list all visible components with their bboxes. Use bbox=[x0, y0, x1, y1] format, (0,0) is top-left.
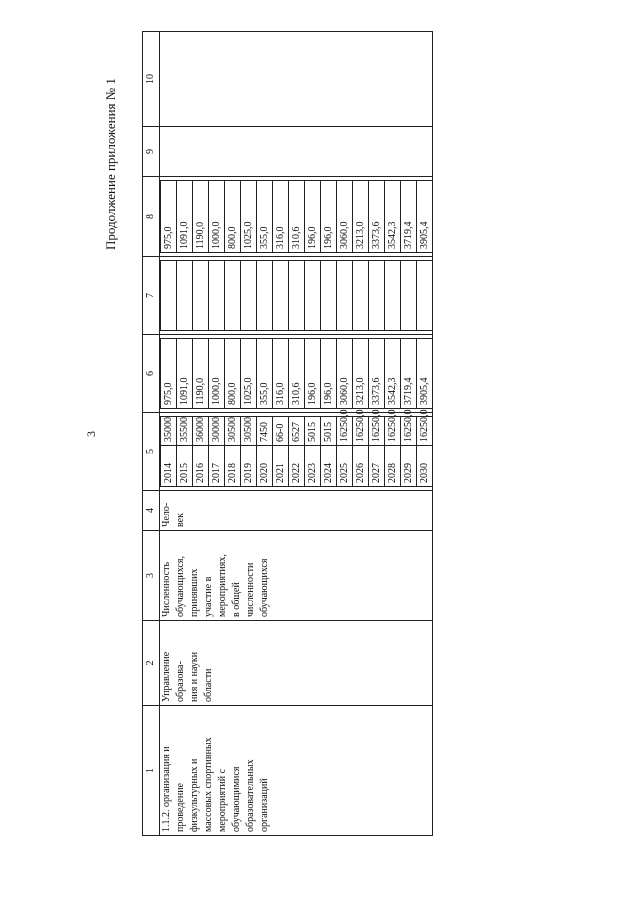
year-value: 2016 bbox=[193, 446, 209, 487]
activity-name-cell bbox=[160, 706, 433, 836]
indicator-value: 16250,0 bbox=[369, 417, 385, 446]
col8-value: 1000,0 bbox=[209, 181, 225, 253]
indicator-value: 66-0 bbox=[273, 417, 289, 446]
table-row bbox=[321, 417, 337, 487]
indicator-cell-line: Численность bbox=[161, 561, 172, 617]
col6-value: 3905,4 bbox=[417, 339, 433, 409]
table-row bbox=[353, 181, 369, 253]
table-row bbox=[160, 32, 433, 836]
empty-value bbox=[289, 261, 305, 331]
table-row bbox=[353, 339, 369, 409]
table-row bbox=[417, 339, 433, 409]
indicator-value: 30500 bbox=[225, 417, 241, 446]
table-row bbox=[385, 417, 401, 487]
table-row bbox=[193, 339, 209, 409]
activity-name-cell-line: образовательных bbox=[245, 759, 256, 832]
year-value: 2017 bbox=[209, 446, 225, 487]
empty-value bbox=[385, 261, 401, 331]
col8-value: 196,0 bbox=[321, 181, 337, 253]
table-row bbox=[321, 181, 337, 253]
table-row bbox=[305, 181, 321, 253]
table-row bbox=[241, 339, 257, 409]
funding-total-cell-list bbox=[160, 338, 432, 409]
empty-value bbox=[401, 261, 417, 331]
table-row bbox=[225, 261, 241, 331]
col6-value: 1025,0 bbox=[241, 339, 257, 409]
col6-value: 800,0 bbox=[225, 339, 241, 409]
col8-value: 316,0 bbox=[273, 181, 289, 253]
indicator-value: 16250,0 bbox=[385, 417, 401, 446]
table-row bbox=[305, 417, 321, 487]
year-value: 2022 bbox=[289, 446, 305, 487]
year-value: 2028 bbox=[385, 446, 401, 487]
indicator-cell-line: обучающихся, bbox=[175, 556, 186, 617]
col8-value: 3905,4 bbox=[417, 181, 433, 253]
table-row bbox=[289, 261, 305, 331]
appendix-caption: Продолжение приложения № 1 bbox=[103, 78, 118, 250]
program-table bbox=[142, 31, 433, 836]
col6-value: 355,0 bbox=[257, 339, 273, 409]
table-row bbox=[369, 261, 385, 331]
program-table-wrapper bbox=[142, 32, 577, 836]
col6-value: 3719,4 bbox=[401, 339, 417, 409]
table-row bbox=[337, 339, 353, 409]
empty-value bbox=[225, 261, 241, 331]
table-row bbox=[177, 181, 193, 253]
column-number-row bbox=[143, 32, 160, 836]
executor-cell-line: образова- bbox=[175, 661, 186, 702]
indicator-value: 6527 bbox=[289, 417, 305, 446]
empty-value bbox=[241, 261, 257, 331]
year-value: 2030 bbox=[417, 446, 433, 487]
executor-cell bbox=[160, 621, 433, 706]
indicator-value: 16250,0 bbox=[401, 417, 417, 446]
indicator-cell-line: обучающихся bbox=[259, 558, 270, 617]
table-row bbox=[353, 261, 369, 331]
col8-value: 3719,4 bbox=[401, 181, 417, 253]
indicator-value: 35000 bbox=[161, 417, 177, 446]
table-row bbox=[161, 417, 177, 487]
table-row bbox=[225, 181, 241, 253]
year-value: 2029 bbox=[401, 446, 417, 487]
col8-value: 800,0 bbox=[225, 181, 241, 253]
table-row bbox=[369, 417, 385, 487]
indicator-cell-line: участие в bbox=[203, 576, 214, 617]
unit-cell-line: Чело- bbox=[161, 502, 172, 527]
indicator-value: 16250,0 bbox=[417, 417, 433, 446]
column-10-cell bbox=[160, 32, 433, 127]
funding-regional-cell-list bbox=[160, 180, 432, 253]
col8-value: 3542,3 bbox=[385, 181, 401, 253]
table-row bbox=[193, 417, 209, 487]
table-row bbox=[225, 339, 241, 409]
page-number: 3 bbox=[84, 431, 98, 437]
indicator-value: 30500 bbox=[241, 417, 257, 446]
col8-value: 1190,0 bbox=[193, 181, 209, 253]
empty-value bbox=[353, 261, 369, 331]
table-row bbox=[161, 181, 177, 253]
table-row bbox=[209, 261, 225, 331]
table-row bbox=[289, 339, 305, 409]
table-row bbox=[401, 417, 417, 487]
table-row bbox=[417, 181, 433, 253]
col6-value: 1000,0 bbox=[209, 339, 225, 409]
table-row bbox=[337, 261, 353, 331]
table-row bbox=[417, 417, 433, 487]
col8-value: 3373,6 bbox=[369, 181, 385, 253]
table-row bbox=[321, 339, 337, 409]
table-row bbox=[305, 261, 321, 331]
table-row bbox=[273, 339, 289, 409]
empty-value bbox=[417, 261, 433, 331]
empty-value bbox=[177, 261, 193, 331]
year-value: 2019 bbox=[241, 446, 257, 487]
col8-value: 975,0 bbox=[161, 181, 177, 253]
column-7-cell bbox=[160, 257, 433, 335]
column-7-cell-list bbox=[160, 260, 432, 331]
col8-value: 3213,0 bbox=[353, 181, 369, 253]
col8-value: 1025,0 bbox=[241, 181, 257, 253]
empty-value bbox=[257, 261, 273, 331]
col8-value: 1091,0 bbox=[177, 181, 193, 253]
year-value: 2020 bbox=[257, 446, 273, 487]
table-row bbox=[177, 339, 193, 409]
table-row bbox=[241, 417, 257, 487]
column-number-9: 9 bbox=[143, 127, 160, 177]
table-row bbox=[337, 417, 353, 487]
empty-value bbox=[273, 261, 289, 331]
col8-value: 3060,0 bbox=[337, 181, 353, 253]
col6-value: 196,0 bbox=[305, 339, 321, 409]
table-row bbox=[273, 261, 289, 331]
activity-name-cell-line: мероприятий с bbox=[217, 768, 228, 832]
column-number-7: 7 bbox=[143, 257, 160, 335]
year-value: 2014 bbox=[161, 446, 177, 487]
indicator-cell-line: мероприятиях, bbox=[217, 554, 228, 617]
table-row bbox=[225, 417, 241, 487]
table-row bbox=[241, 181, 257, 253]
activity-name-cell-line: 1.1.2. организация и bbox=[161, 746, 172, 832]
indicator-value: 16250,0 bbox=[353, 417, 369, 446]
col6-value: 3060,0 bbox=[337, 339, 353, 409]
year-indicator-cell bbox=[160, 409, 433, 491]
column-number-5: 5 bbox=[143, 413, 160, 491]
col6-value: 310,6 bbox=[289, 339, 305, 409]
indicator-value: 35500 bbox=[177, 417, 193, 446]
col6-value: 1190,0 bbox=[193, 339, 209, 409]
year-value: 2015 bbox=[177, 446, 193, 487]
year-indicator-cell-list bbox=[160, 409, 432, 487]
year-value: 2023 bbox=[305, 446, 321, 487]
table-row bbox=[401, 261, 417, 331]
table-row bbox=[417, 261, 433, 331]
funding-total-cell bbox=[160, 335, 433, 413]
column-number-6: 6 bbox=[143, 335, 160, 413]
indicator-value: 36000 bbox=[193, 417, 209, 446]
table-row bbox=[193, 261, 209, 331]
indicator-cell-line: в общей bbox=[231, 582, 242, 617]
empty-value bbox=[321, 261, 337, 331]
indicator-value: 5015 bbox=[305, 417, 321, 446]
year-value: 2027 bbox=[369, 446, 385, 487]
table-row bbox=[369, 339, 385, 409]
column-number-2: 2 bbox=[143, 621, 160, 706]
col6-value: 196,0 bbox=[321, 339, 337, 409]
col6-value: 3373,6 bbox=[369, 339, 385, 409]
column-number-10: 10 bbox=[143, 32, 160, 127]
executor-cell-line: ния и науки bbox=[189, 651, 200, 702]
table-row bbox=[161, 261, 177, 331]
indicator-value: 30000 bbox=[209, 417, 225, 446]
table-row bbox=[385, 181, 401, 253]
col8-value: 196,0 bbox=[305, 181, 321, 253]
empty-value bbox=[193, 261, 209, 331]
year-value: 2021 bbox=[273, 446, 289, 487]
table-row bbox=[337, 181, 353, 253]
column-number-4: 4 bbox=[143, 491, 160, 531]
table-row bbox=[369, 181, 385, 253]
indicator-cell-line: принявших bbox=[189, 568, 200, 617]
unit-cell bbox=[160, 491, 433, 531]
table-row bbox=[257, 181, 273, 253]
col6-value: 316,0 bbox=[273, 339, 289, 409]
table-row bbox=[353, 417, 369, 487]
table-row bbox=[289, 417, 305, 487]
table-row bbox=[209, 339, 225, 409]
year-value: 2018 bbox=[225, 446, 241, 487]
table-row bbox=[289, 181, 305, 253]
indicator-value: 16250,0 bbox=[337, 417, 353, 446]
table-row bbox=[385, 339, 401, 409]
col8-value: 355,0 bbox=[257, 181, 273, 253]
col6-value: 3542,3 bbox=[385, 339, 401, 409]
empty-value bbox=[337, 261, 353, 331]
year-value: 2024 bbox=[321, 446, 337, 487]
col6-value: 975,0 bbox=[161, 339, 177, 409]
table-row bbox=[209, 417, 225, 487]
activity-name-cell-line: проведение bbox=[175, 783, 186, 832]
executor-cell-line: области bbox=[203, 668, 214, 702]
indicator-cell bbox=[160, 531, 433, 621]
year-value: 2025 bbox=[337, 446, 353, 487]
year-value: 2026 bbox=[353, 446, 369, 487]
activity-name-cell-line: обучающимися bbox=[231, 766, 242, 832]
empty-value bbox=[209, 261, 225, 331]
table-row bbox=[257, 261, 273, 331]
activity-name-cell-line: организаций bbox=[259, 778, 270, 832]
column-number-1: 1 bbox=[143, 706, 160, 836]
table-row bbox=[321, 261, 337, 331]
empty-value bbox=[161, 261, 177, 331]
table-row bbox=[241, 261, 257, 331]
col6-value: 1091,0 bbox=[177, 339, 193, 409]
table-row bbox=[177, 417, 193, 487]
activity-name-cell-line: физкультурных и bbox=[189, 758, 200, 832]
column-number-8: 8 bbox=[143, 177, 160, 257]
table-row bbox=[305, 339, 321, 409]
empty-value bbox=[369, 261, 385, 331]
indicator-cell-line: численности bbox=[245, 562, 256, 617]
table-row bbox=[401, 339, 417, 409]
table-row bbox=[209, 181, 225, 253]
column-number-3: 3 bbox=[143, 531, 160, 621]
executor-cell-line: Управление bbox=[161, 651, 172, 702]
table-row bbox=[193, 181, 209, 253]
funding-regional-cell bbox=[160, 177, 433, 257]
table-row bbox=[401, 181, 417, 253]
unit-cell-line: век bbox=[175, 513, 186, 527]
table-row bbox=[161, 339, 177, 409]
col6-value: 3213,0 bbox=[353, 339, 369, 409]
table-row bbox=[257, 417, 273, 487]
indicator-value: 5015 bbox=[321, 417, 337, 446]
col8-value: 310,6 bbox=[289, 181, 305, 253]
column-9-cell bbox=[160, 127, 433, 177]
table-row bbox=[177, 261, 193, 331]
table-row bbox=[385, 261, 401, 331]
activity-name-cell-line: массовых спортивных bbox=[203, 737, 214, 832]
indicator-value: 7450 bbox=[257, 417, 273, 446]
table-row bbox=[273, 417, 289, 487]
empty-value bbox=[305, 261, 321, 331]
table-row bbox=[257, 339, 273, 409]
table-row bbox=[273, 181, 289, 253]
